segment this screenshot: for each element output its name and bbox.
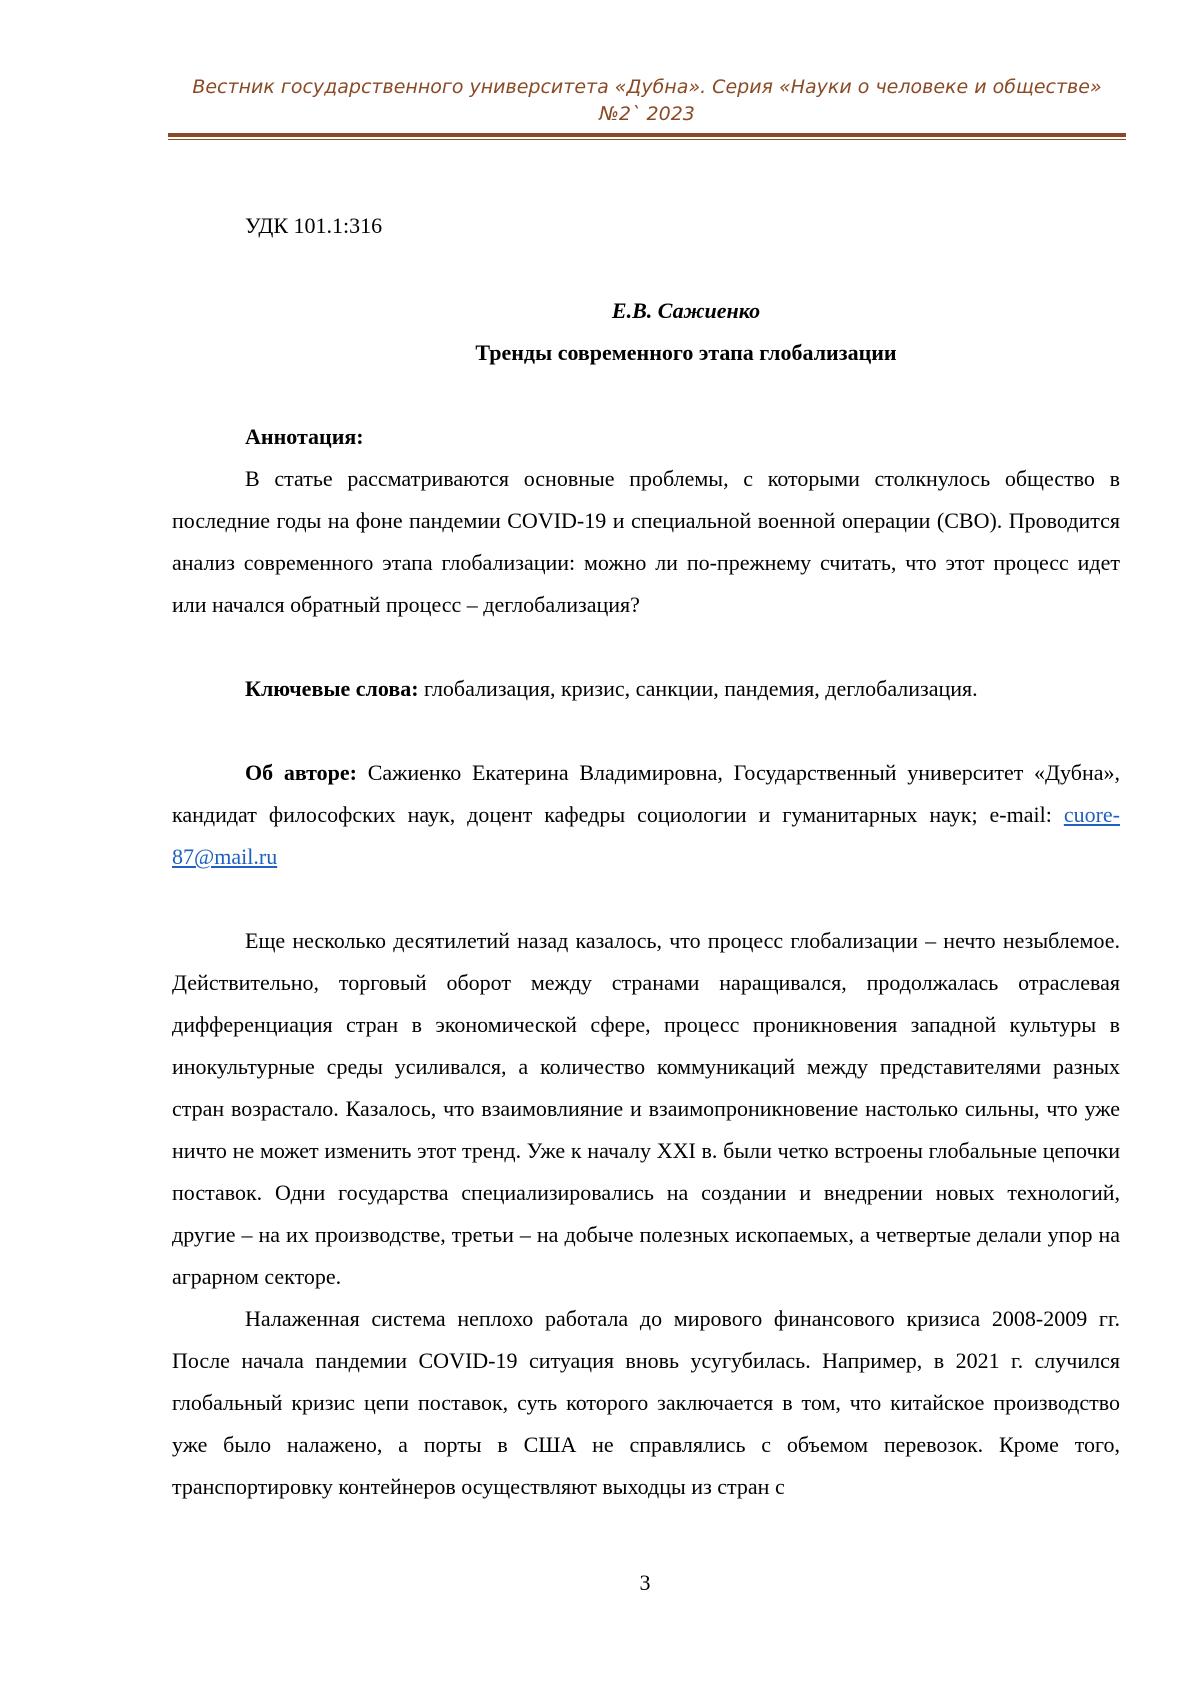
author-email-link[interactable]: cuore-87@mail.ru <box>172 802 1120 869</box>
spacer <box>172 878 1120 920</box>
journal-title: Вестник государственного университета «Дубна». Серия «Науки о человеке и обществе» <box>168 74 1126 101</box>
keywords <box>172 668 1120 710</box>
header-rule-thick <box>168 133 1126 137</box>
article-title: Тренды современного этапа глобализации <box>172 332 1160 374</box>
journal-issue: №2` 2023 <box>168 101 1126 128</box>
page-number: 3 <box>0 1570 1200 1596</box>
keywords-text: глобализация, кризис, санкции, пандемия, деглобализация. <box>419 676 978 701</box>
spacer <box>172 626 1120 668</box>
author-name: Е.В. Сажиенко <box>172 290 1160 332</box>
abstract-label: Аннотация: <box>172 416 1120 458</box>
about-author-label: Об автоpe: <box>245 760 357 785</box>
about-author <box>172 752 1120 878</box>
spacer <box>172 710 1120 752</box>
body-paragraph-1: Еще несколько десятилетий назад казалось, что процесс глобализации – нечто незыблемое. Действительно, торговый оборот между странами наращивался, продолжалась отраслевая дифференциация стран в экономической сфере, процесс проникновения западной культуры в инокультурные среды усиливался, а количество коммуникаций между представителями разных стран возрастало. Казалось, что взаимовлияние и взаимопроникновение настолько сильны, что уже ничто не может изменить этот тренд. Уже к началу XXI в. были четко встроены глобальные цепочки поставок. Одни государства специализировались на создании и внедрении новых технологий, другие – на их производстве, третьи – на добыче полезных ископаемых, а четвертые делали упор на аграрном секторе. <box>172 920 1120 1298</box>
journal-header <box>168 74 1126 128</box>
article-body <box>172 416 1120 1508</box>
abstract-text: В статье рассматриваются основные проблемы, с которыми столкнулось общество в последние годы на фоне пандемии COVID-19 и специальной военной операции (СВО). Проводится анализ современного этапа глобализации: можно ли по-прежнему считать, что этот процесс идет или начался обратный процесс – деглобализация? <box>172 458 1120 626</box>
udk-code: УДК 101.1:316 <box>172 205 1193 247</box>
keywords-label: Ключевые слова: <box>245 676 419 701</box>
about-author-text: Сажиенко Екатерина Владимировна, Государственный университет «Дубна», кандидат философских наук, доцент кафедры социологии и гуманитарных наук; e-mail: <box>172 760 1120 827</box>
header-rule-thin <box>168 139 1126 140</box>
body-paragraph-2: Налаженная система неплохо работала до мирового финансового кризиса 2008-2009 гг. После начала пандемии COVID-19 ситуация вновь усугубилась. Например, в 2021 г. случился глобальный кризис цепи поставок, суть которого заключается в том, что китайское производство уже было налажено, а порты в США не справлялись с объемом перевозок. Кроме того, транспортировку контейнеров осуществляют выходцы из стран с <box>172 1298 1120 1508</box>
